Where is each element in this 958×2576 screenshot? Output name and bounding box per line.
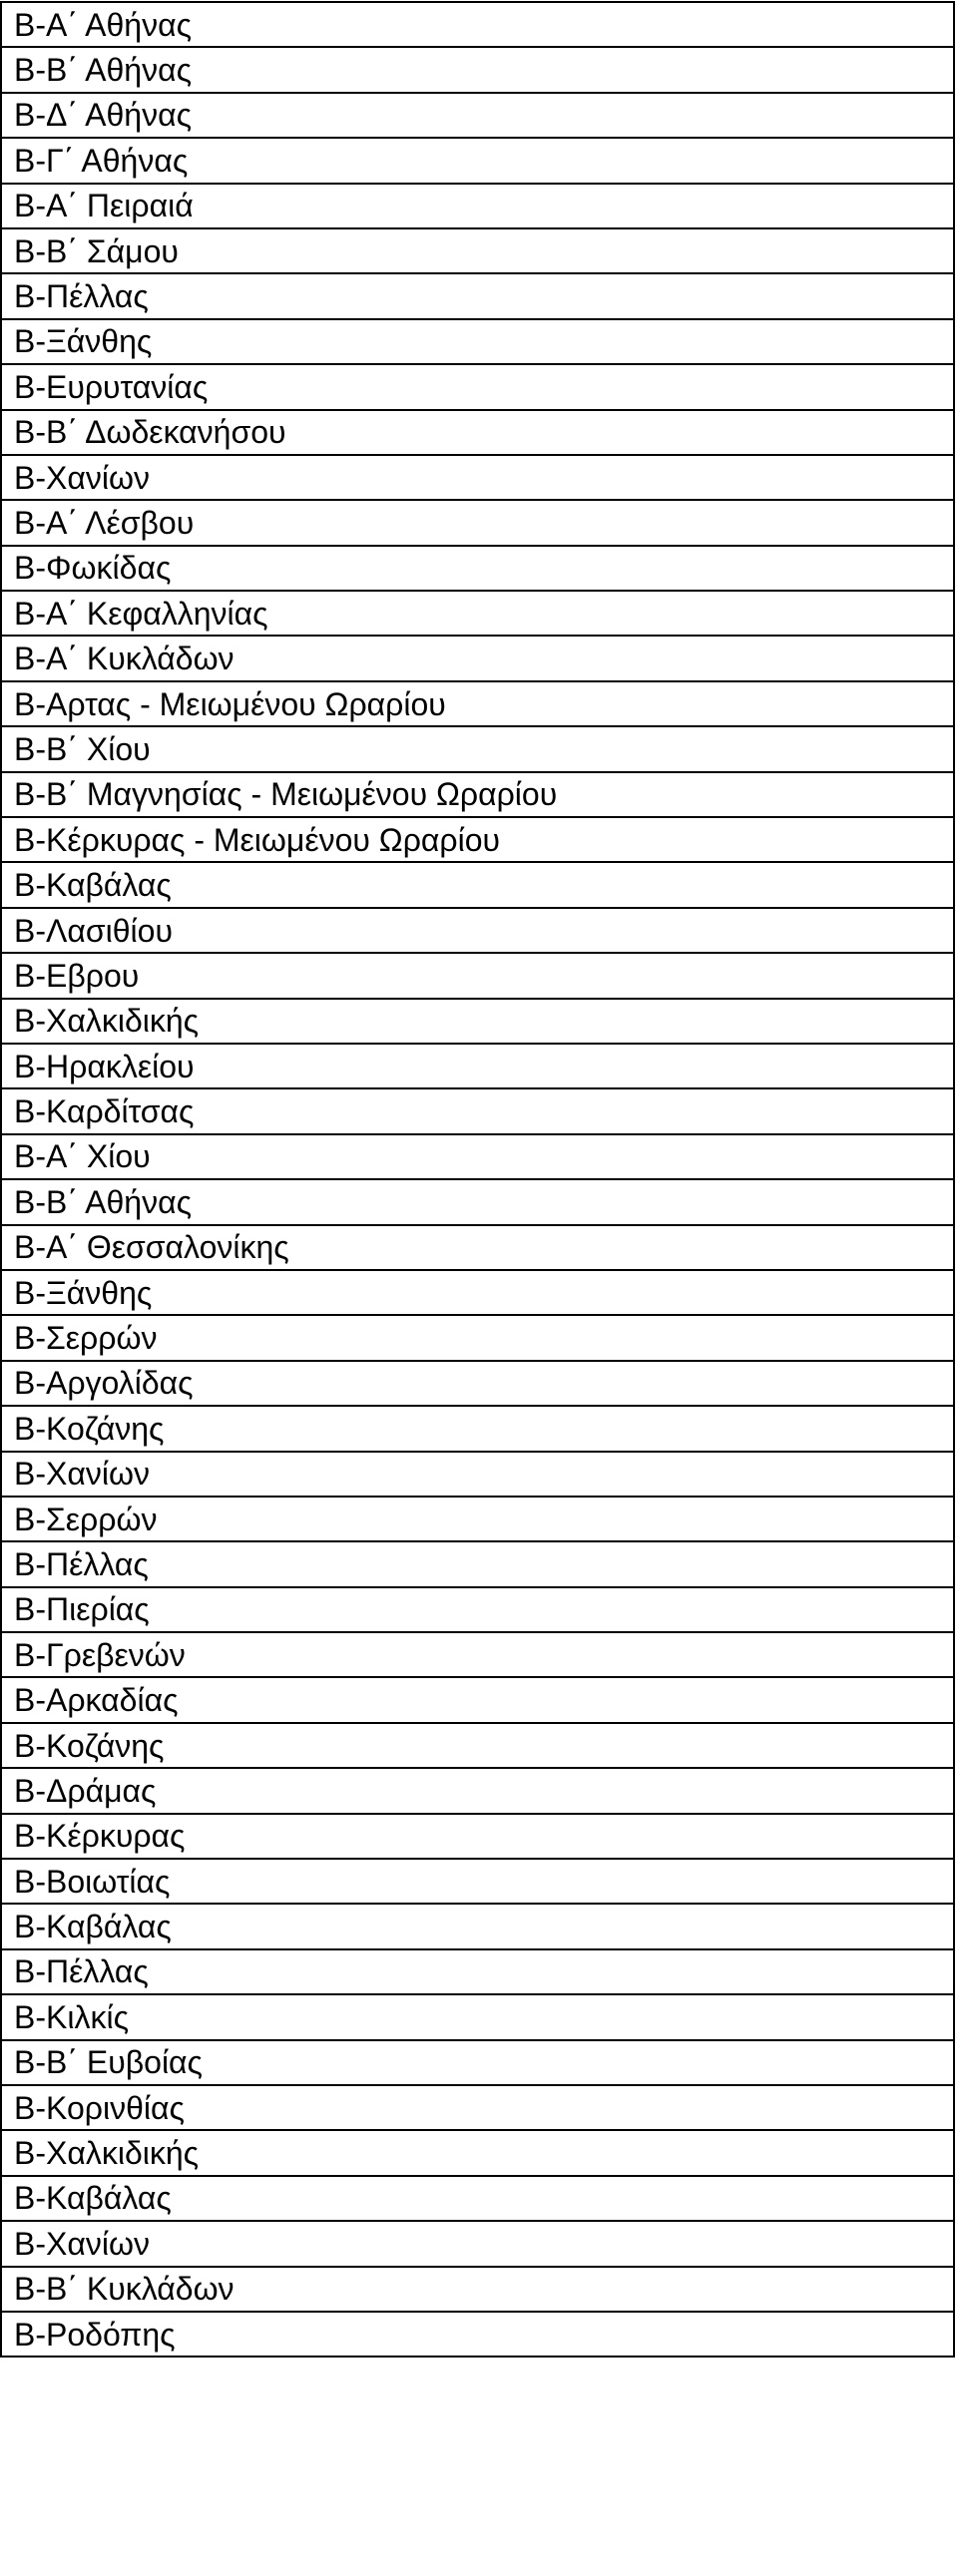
table-row [1,1361,954,1406]
table-row [1,184,954,228]
table-row [1,93,954,138]
table-cell: Β-Β΄ Δωδεκανήσου [1,410,954,455]
table-row [1,953,954,998]
table-row [1,1088,954,1133]
table-cell: Β-Σερρών [1,1315,954,1360]
table-row [1,455,954,500]
table-row [1,1315,954,1360]
document-table [0,1,955,2358]
table-row [1,591,954,636]
table-cell: Β-Ευρυτανίας [1,364,954,409]
table-row [1,2312,954,2357]
table-cell: Β-Εβρου [1,953,954,998]
table-row [1,47,954,92]
table-cell: Β-Πιερίας [1,1587,954,1632]
table-cell: Β-Α΄ Θεσσαλονίκης [1,1225,954,1270]
table-cell: Β-Α΄ Κυκλάδων [1,636,954,680]
table-cell: Β-Φωκίδας [1,546,954,591]
table-cell: Β-Λασιθίου [1,908,954,953]
table-cell: Β-Χανίων [1,455,954,500]
table-cell: Β-Δράμας [1,1768,954,1813]
table-cell: Β-Ξάνθης [1,1270,954,1315]
table-row [1,681,954,726]
table-row [1,908,954,953]
table-row [1,2221,954,2266]
table-cell: Β-Πέλλας [1,1541,954,1586]
table-cell: Β-Χαλκιδικής [1,2130,954,2175]
table-row [1,410,954,455]
table-cell: Β-Β΄ Αθήνας [1,47,954,92]
table-body [1,2,954,2357]
table-cell: Β-Πέλλας [1,1949,954,1994]
table-row [1,2130,954,2175]
table-cell: Β-Α΄ Λέσβου [1,500,954,545]
table-cell: Β-Καρδίτσας [1,1088,954,1133]
table-row [1,1904,954,1948]
table-row [1,1179,954,1224]
table-cell: Β-Ηρακλείου [1,1044,954,1088]
table-row [1,138,954,183]
table-cell: Β-Β΄ Σάμου [1,228,954,273]
document-table-container [0,1,956,2358]
table-row [1,546,954,591]
table-cell: Β-Β΄ Αθήνας [1,1179,954,1224]
table-cell: Β-Κέρκυρας - Μειωμένου Ωραρίου [1,817,954,862]
table-cell: Β-Β΄ Ευβοίας [1,2040,954,2085]
table-cell: Β-Ροδόπης [1,2312,954,2357]
table-row [1,1768,954,1813]
table-row [1,1587,954,1632]
table-cell: Β-Β΄ Χίου [1,726,954,771]
table-row [1,1406,954,1451]
table-cell: Β-Χανίων [1,1452,954,1497]
table-row [1,2,954,47]
table-row [1,1677,954,1722]
table-cell: Β-Αρτας - Μειωμένου Ωραρίου [1,681,954,726]
table-cell: Β-Α΄ Αθήνας [1,2,954,47]
table-cell: Β-Β΄ Κυκλάδων [1,2267,954,2312]
table-cell: Β-Βοιωτίας [1,1859,954,1904]
table-row [1,2176,954,2221]
table-cell: Β-Γρεβενών [1,1632,954,1677]
table-row [1,319,954,364]
table-row [1,500,954,545]
table-cell: Β-Ξάνθης [1,319,954,364]
table-row [1,772,954,817]
table-cell: Β-Κιλκίς [1,1994,954,2039]
table-cell: Β-Κέρκυρας [1,1814,954,1859]
table-row [1,1270,954,1315]
table-row [1,862,954,907]
table-cell: Β-Δ΄ Αθήνας [1,93,954,138]
table-cell: Β-Χανίων [1,2221,954,2266]
table-row [1,1632,954,1677]
table-row [1,1723,954,1768]
table-cell: Β-Κορινθίας [1,2085,954,2130]
table-row [1,1814,954,1859]
table-row [1,1452,954,1497]
table-row [1,1497,954,1541]
table-row [1,726,954,771]
table-row [1,1859,954,1904]
table-row [1,1225,954,1270]
table-cell: Β-Καβάλας [1,862,954,907]
table-row [1,2040,954,2085]
table-row [1,1044,954,1088]
table-cell: Β-Σερρών [1,1497,954,1541]
table-cell: Β-Κοζάνης [1,1406,954,1451]
table-row [1,228,954,273]
table-cell: Β-Α΄ Πειραιά [1,184,954,228]
table-cell: Β-Β΄ Μαγνησίας - Μειωμένου Ωραρίου [1,772,954,817]
table-row [1,817,954,862]
table-cell: Β-Πέλλας [1,273,954,318]
table-cell: Β-Χαλκιδικής [1,999,954,1044]
table-cell: Β-Καβάλας [1,2176,954,2221]
table-cell: Β-Α΄ Κεφαλληνίας [1,591,954,636]
table-row [1,1541,954,1586]
table-cell: Β-Αργολίδας [1,1361,954,1406]
table-row [1,364,954,409]
table-row [1,2267,954,2312]
table-row [1,1134,954,1179]
table-row [1,636,954,680]
table-cell: Β-Κοζάνης [1,1723,954,1768]
table-row [1,1994,954,2039]
table-cell: Β-Γ΄ Αθήνας [1,138,954,183]
table-cell: Β-Α΄ Χίου [1,1134,954,1179]
table-row [1,273,954,318]
table-cell: Β-Καβάλας [1,1904,954,1948]
table-row [1,1949,954,1994]
table-row [1,2085,954,2130]
table-row [1,999,954,1044]
table-cell: Β-Αρκαδίας [1,1677,954,1722]
